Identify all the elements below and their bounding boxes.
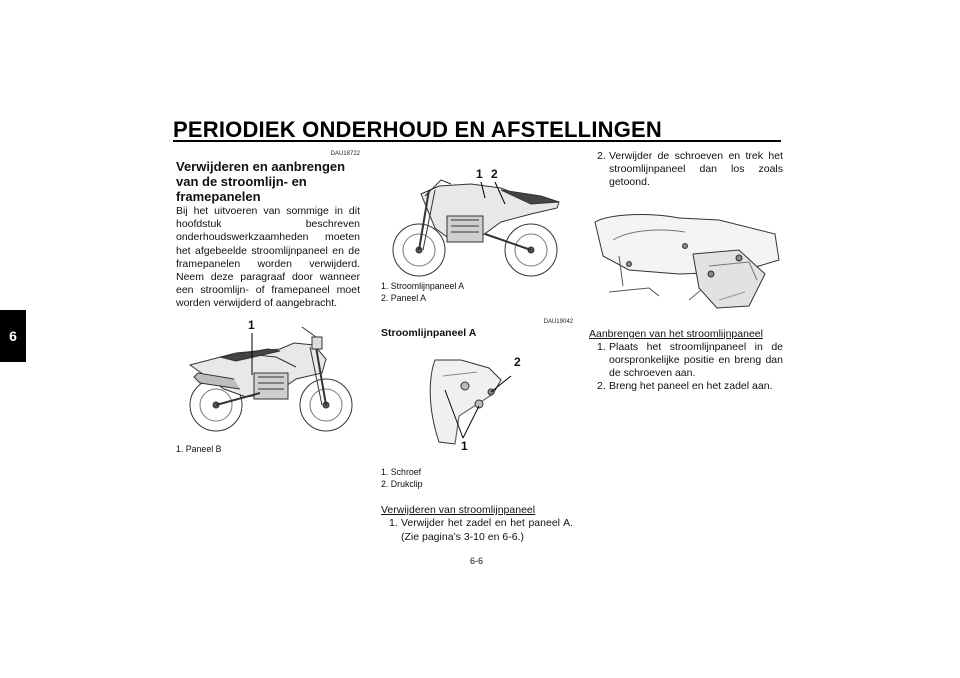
install-heading: Aanbrengen van het stroomlijnpaneel <box>589 327 763 340</box>
step-text: Verwijder het zadel en het paneel A. (Zie pagina’s 3-10 en 6-6.) <box>401 517 573 543</box>
chapter-tab <box>0 310 26 362</box>
column-left <box>176 150 360 455</box>
section-heading: Verwijderen en aanbrengen van de stroomlijn- en framepanelen <box>176 159 346 204</box>
figure-callout-1: 1 <box>476 167 483 181</box>
figure-caption-2: 2. Paneel A <box>381 293 426 303</box>
install-step-1 <box>589 341 783 381</box>
figure-callout-2: 2 <box>491 167 498 181</box>
cowling-removal-illustration <box>589 200 783 320</box>
page-number: 6-6 <box>470 556 484 566</box>
section-code: DAU18722 <box>330 151 360 157</box>
chapter-number: 6 <box>9 328 17 344</box>
figure-callout-2: 2 <box>514 355 521 370</box>
figure-caption: 1. Paneel B <box>176 443 222 454</box>
figure-caption-screw: 1. Schroef <box>381 467 422 478</box>
step-number: 1. <box>389 517 398 530</box>
removal-step-2 <box>589 150 783 190</box>
page-header-title: PERIODIEK ONDERHOUD EN AFSTELLINGEN <box>173 117 662 142</box>
figure-cowling-detail <box>381 346 573 464</box>
step-text: Verwijder de schroeven en trek het stroomlijnpaneel dan los zoals getoond. <box>609 150 783 189</box>
step-text: Breng het paneel en het zadel aan. <box>609 380 773 393</box>
subheading-cowling-a: Stroomlijnpaneel A <box>381 327 477 339</box>
step-number: 2. <box>597 150 606 162</box>
column-middle <box>381 150 573 544</box>
install-step-2 <box>589 380 783 393</box>
figure-cowling-removal <box>589 200 783 320</box>
figure-cowling-a <box>381 150 573 278</box>
figure-caption-quick-fastener: 2. Drukclip <box>381 479 423 490</box>
header-rule <box>173 140 781 142</box>
figure-caption-1: 1. Stroomlijnpaneel A <box>381 281 465 291</box>
figure-panel-b <box>176 319 360 439</box>
step-text: Plaats het stroomlijnpaneel in de oorspronkelijke positie en breng dan de schroeven aan. <box>609 340 783 380</box>
figure-callout-1: 1 <box>461 439 468 454</box>
intro-paragraph: Bij het uitvoeren van sommige in dit hoofdstuk beschreven onderhoudswerkzaamheden moeten het afgebeelde stroomlijnpaneel en de framepanelen worden verwijderd. Neem deze paragraaf door wanneer een stroomlijn- of framepaneel moet worden verwijderd of aangebracht. <box>176 205 360 310</box>
removal-heading: Verwijderen van stroomlijnpaneel <box>381 504 536 517</box>
figure-callout-1: 1 <box>248 317 255 332</box>
step-number: 1. <box>597 340 606 353</box>
column-right <box>589 150 783 394</box>
removal-step-1 <box>381 517 573 543</box>
step-number: 2. <box>597 380 606 393</box>
cowling-panel-illustration <box>381 346 573 464</box>
section-code: DAU19042 <box>543 319 573 325</box>
motorcycle-left-side-illustration <box>176 319 360 439</box>
